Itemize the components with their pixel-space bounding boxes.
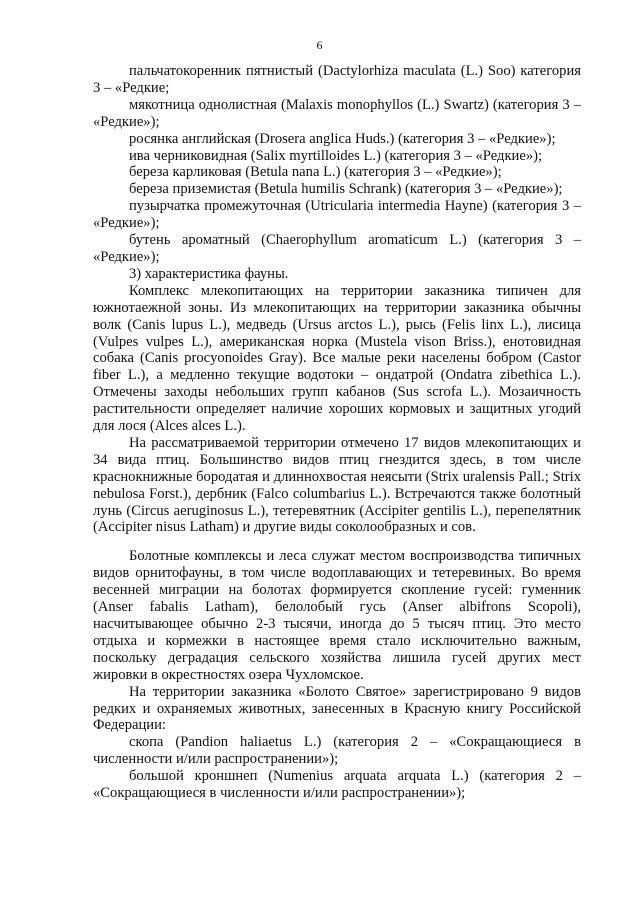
paragraph: росянка английская (Drosera anglica Huds.) (категория 3 – «Редкие»); bbox=[129, 130, 556, 147]
page-number: 6 bbox=[316, 38, 323, 52]
paragraph: Болотные комплексы и леса служат местом воспроизводства типичных видов орнитофауны, в том числе водоплавающих и тетеревиных. Во время весенней миграции на болотах формируется скопление гусей: гуменник (Anser fabalis Latham), белолобый гусь (Anser albifrons Scopoli), насчитывающее обычно 2-3 тысячи, иногда до 5 тысяч птиц. Это место отдыха и кормежки в настоящее время стало исключительно важным, поскольку деградация сельского хозяйства лишила гусей других мест жировки в окрестностях озера Чухломское. bbox=[93, 548, 581, 683]
paragraph: береза карликовая (Betula nana L.) (категория 3 – «Редкие»); bbox=[129, 164, 502, 181]
paragraph: мякотница однолистная (Malaxis monophyllos (L.) Swartz) (категория 3 – «Редкие»); bbox=[93, 96, 581, 130]
paragraph: Комплекс млекопитающих на территории заказника типичен для южнотаежной зоны. Из млекопитающих на территории заказника обычны волк (Canis lupus L.), медведь (Ursus arctos L.), рысь (Felis linx L.), лисица (Vulpes vulpes L.), американская норка (Mustela vison Briss.), енотовидная собака (Canis procyonoides Gray). Все малые реки населены бобром (Castor fiber L.), а медленно текущие водотоки – ондатрой (Ondatra zibethica L.). Отмечены заходы небольших групп кабанов (Sus scrofa L.). Мозаичность растительности определяет наличие хороших кормовых и защитных угодий для лося (Alces alces L.). bbox=[93, 282, 581, 435]
paragraph: На рассматриваемой территории отмечено 17 видов млекопитающих и 34 вида птиц. Большинство видов птиц гнездится здесь, в том числе краснокнижные бородатая и длиннохвостая неясыти (Strix uralensis Pall.; Strix nebulosa Forst.), дербник (Falco columbarius L.). Встречаются также болотный лунь (Circus aeruginosus L.), тетеревятник (Accipiter gentilis L.), перепелятник (Accipiter nisus Latham) и другие виды соколообразных и сов. bbox=[93, 434, 581, 536]
paragraph: скопа (Pandion haliaetus L.) (категория 2 – «Сокращающиеся в численности и/или распространении»); bbox=[93, 734, 581, 768]
paragraph: ива черниковидная (Salix myrtilloides L.) (категория 3 – «Редкие»); bbox=[129, 147, 543, 164]
paragraph: большой кроншнеп (Numenius arquata arquata L.) (категория 2 – «Сокращающиеся в численности и/или распространении»); bbox=[93, 768, 581, 802]
paragraph: пальчатокоренник пятнистый (Dactylorhiza maculata (L.) Soo) категория 3 – «Редкие; bbox=[93, 63, 581, 96]
paragraph: пузырчатка промежуточная (Utricularia intermedia Hayne) (категория 3 – «Редкие»); bbox=[93, 198, 581, 232]
paragraph: береза приземистая (Betula humilis Schrank) (категория 3 – «Редкие»); bbox=[129, 181, 563, 198]
paragraph: На территории заказника «Болото Святое» зарегистрировано 9 видов редких и охраняемых животных, занесенных в Красную книгу Российской Федерации: bbox=[93, 683, 581, 734]
paragraph: 3) характеристика фауны. bbox=[129, 265, 289, 282]
paragraph: бутень ароматный (Chaerophyllum aromaticum L.) (категория 3 – «Редкие»); bbox=[93, 232, 581, 265]
document-body bbox=[93, 63, 581, 802]
